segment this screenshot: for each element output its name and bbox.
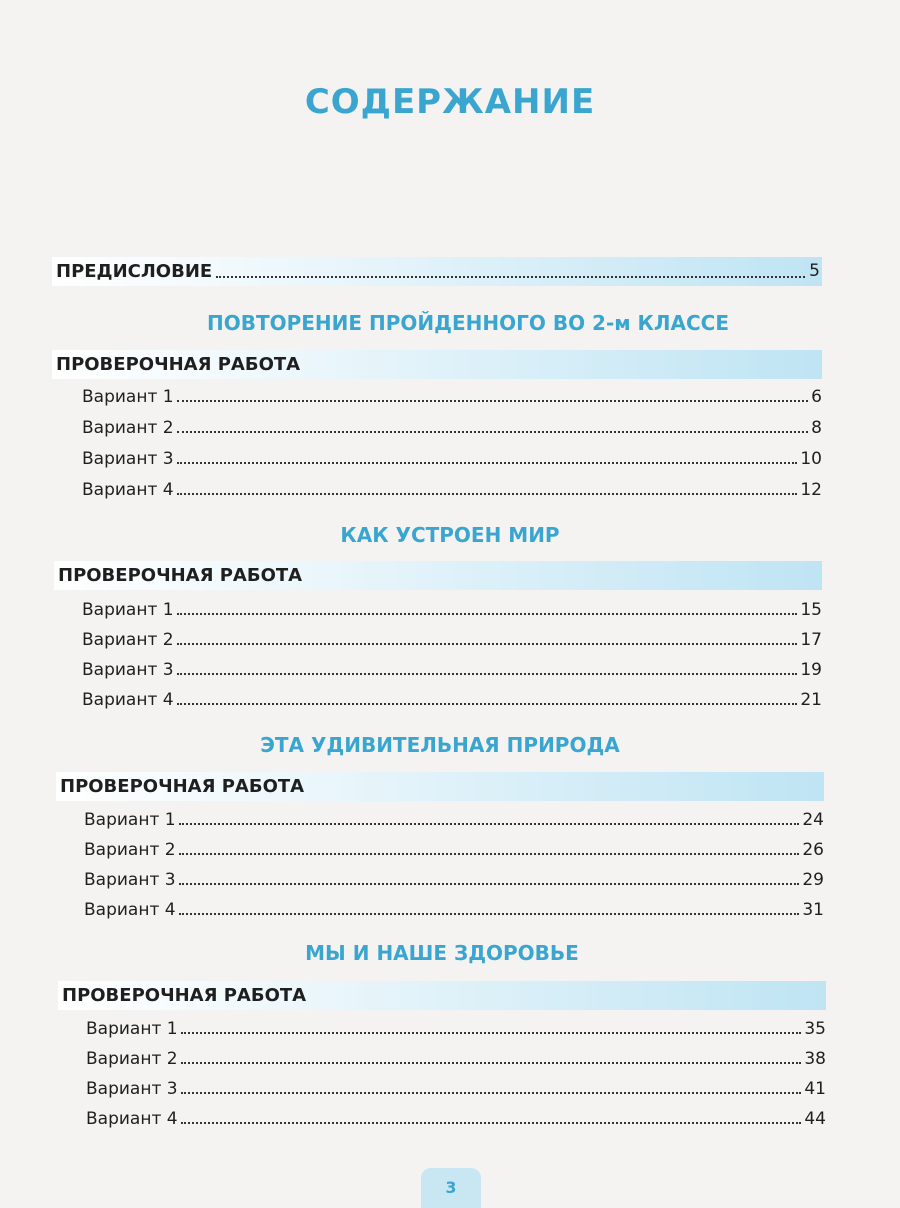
variant-page: 17: [800, 630, 822, 650]
dot-leader: [177, 629, 798, 645]
variant-page: 10: [800, 449, 822, 469]
toc-row: [82, 445, 822, 469]
dot-leader: [179, 899, 800, 915]
variant-label: Вариант 1: [82, 600, 174, 620]
work-heading: [56, 772, 824, 801]
variant-label: Вариант 3: [82, 449, 174, 469]
variant-page: 24: [802, 810, 824, 830]
variant-label: Вариант 1: [86, 1019, 178, 1039]
dot-leader: [177, 417, 809, 433]
variant-page: 21: [800, 690, 822, 710]
toc-row: [84, 896, 824, 920]
variant-page: 41: [804, 1079, 826, 1099]
toc-row: [82, 414, 822, 438]
toc-row: [84, 806, 824, 830]
toc-row: [86, 1045, 826, 1069]
section-heading: КАК УСТРОЕН МИР: [340, 523, 560, 547]
variant-page: 38: [804, 1049, 826, 1069]
work-label: ПРОВЕРОЧНАЯ РАБОТА: [56, 354, 301, 375]
work-heading: [52, 350, 822, 379]
toc-row: [82, 596, 822, 620]
dot-leader: [177, 448, 798, 464]
dot-leader: [179, 809, 800, 825]
dot-leader: [181, 1078, 802, 1094]
variant-label: Вариант 4: [84, 900, 176, 920]
variant-label: Вариант 4: [82, 690, 174, 710]
variant-page: 8: [811, 418, 822, 438]
variant-label: Вариант 2: [86, 1049, 178, 1069]
variant-page: 19: [800, 660, 822, 680]
dot-leader: [177, 386, 809, 402]
dot-leader: [177, 479, 798, 495]
preface-label: ПРЕДИСЛОВИЕ: [56, 261, 213, 282]
section-heading: ЭТА УДИВИТЕЛЬНАЯ ПРИРОДА: [260, 733, 620, 757]
dot-leader: [181, 1018, 802, 1034]
dot-leader: [177, 599, 798, 615]
variant-label: Вариант 2: [82, 630, 174, 650]
variant-label: Вариант 1: [84, 810, 176, 830]
variant-page: 15: [800, 600, 822, 620]
dot-leader: [181, 1048, 802, 1064]
work-heading: [54, 561, 822, 590]
variant-label: Вариант 3: [82, 660, 174, 680]
section-heading: МЫ И НАШЕ ЗДОРОВЬЕ: [305, 941, 579, 965]
variant-page: 44: [804, 1109, 826, 1129]
variant-label: Вариант 3: [86, 1079, 178, 1099]
toc-row: [82, 476, 822, 500]
work-label: ПРОВЕРОЧНАЯ РАБОТА: [62, 985, 307, 1006]
variant-label: Вариант 4: [86, 1109, 178, 1129]
toc-row: [86, 1075, 826, 1099]
toc-row: [86, 1105, 826, 1129]
variant-page: 31: [802, 900, 824, 920]
page-title: СОДЕРЖАНИЕ: [304, 82, 596, 122]
page-number: 3: [421, 1168, 481, 1208]
toc-row: [82, 686, 822, 710]
preface-page: 5: [809, 261, 820, 281]
work-label: ПРОВЕРОЧНАЯ РАБОТА: [60, 776, 305, 797]
work-label: ПРОВЕРОЧНАЯ РАБОТА: [58, 565, 303, 586]
variant-label: Вариант 4: [82, 480, 174, 500]
toc-row: [84, 866, 824, 890]
toc-row: [84, 836, 824, 860]
dot-leader: [177, 659, 798, 675]
variant-page: 12: [800, 480, 822, 500]
section-heading: ПОВТОРЕНИЕ ПРОЙДЕННОГО ВО 2-м КЛАССЕ: [206, 311, 730, 335]
toc-row: [86, 1015, 826, 1039]
dot-leader: [179, 869, 800, 885]
variant-label: Вариант 1: [82, 387, 174, 407]
dot-leader: [181, 1108, 802, 1124]
toc-row: [82, 383, 822, 407]
dot-leader: [179, 839, 800, 855]
variant-page: 6: [811, 387, 822, 407]
work-heading: [58, 981, 826, 1010]
dot-leader: [216, 258, 805, 278]
variant-page: 29: [802, 870, 824, 890]
variant-label: Вариант 2: [82, 418, 174, 438]
toc-row: [82, 656, 822, 680]
toc-row: [82, 626, 822, 650]
variant-label: Вариант 3: [84, 870, 176, 890]
dot-leader: [177, 689, 798, 705]
variant-page: 26: [802, 840, 824, 860]
variant-page: 35: [804, 1019, 826, 1039]
variant-label: Вариант 2: [84, 840, 176, 860]
preface-entry: [52, 257, 822, 286]
